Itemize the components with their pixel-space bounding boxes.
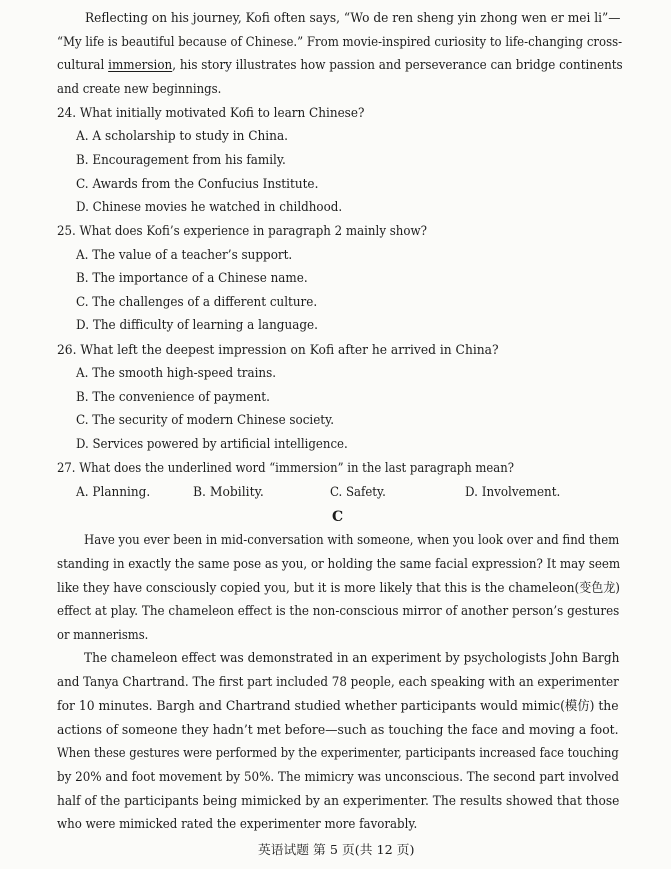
question-27-option-d: D. Involvement. <box>465 485 561 500</box>
section-c-heading: C <box>332 509 344 525</box>
question-27-stem: 27. What does the underlined word “immersion” in the last paragraph mean? <box>57 461 514 476</box>
question-25-option-d: D. The difficulty of learning a language. <box>76 318 318 333</box>
passage-c-p2-line-8: who were mimicked rated the experimenter more favorably. <box>57 817 418 832</box>
question-25-option-b: B. The importance of a Chinese name. <box>76 271 308 286</box>
question-27-option-c: C. Safety. <box>330 485 386 500</box>
passage-c-p2-line-3: for 10 minutes. Bargh and Chartrand studied whether participants would mimic(模仿) the <box>57 699 619 714</box>
passage-c-p2-line-4: actions of someone they hadn’t met before—such as touching the face and moving a foot. <box>57 723 619 738</box>
question-27-option-b: B. Mobility. <box>193 485 264 500</box>
passage-c-p2-line-1: The chameleon effect was demonstrated in an experiment by psychologists John Bargh <box>84 651 620 666</box>
question-25-option-a: A. The value of a teacher’s support. <box>76 248 293 263</box>
passage-c-p2-line-2: and Tanya Chartrand. The first part included 78 people, each speaking with an experimenter <box>57 675 619 690</box>
question-27-option-a: A. Planning. <box>76 485 151 500</box>
closing-line-3-after: , his story illustrates how passion and perseverance can bridge continents <box>172 58 623 73</box>
closing-line-4: and create new beginnings. <box>57 82 222 97</box>
passage-c-p1-line-3: like they have consciously copied you, but it is more likely that this is the chameleon(变色龙) <box>57 581 620 596</box>
question-24-stem: 24. What initially motivated Kofi to learn Chinese? <box>57 106 365 121</box>
question-25-stem: 25. What does Kofi’s experience in paragraph 2 mainly show? <box>57 224 427 239</box>
passage-c-p2-line-7: half of the participants being mimicked by an experimenter. The results showed that those <box>57 794 620 809</box>
question-25-option-c: C. The challenges of a different culture. <box>76 295 318 310</box>
closing-line-2: “My life is beautiful because of Chinese.” From movie-inspired curiosity to life-changing cross- <box>57 35 623 50</box>
question-26-option-a: A. The smooth high-speed trains. <box>76 366 277 381</box>
page-footer: 英语试题 第 5 页(共 12 页) <box>258 842 415 857</box>
passage-c-p1-line-1: Have you ever been in mid-conversation with someone, when you look over and find them <box>84 533 620 548</box>
underlined-word-immersion: immersion <box>108 58 173 73</box>
passage-c-p1-line-4: effect at play. The chameleon effect is the non-conscious mirror of another person’s gestures <box>57 604 620 619</box>
passage-c-p1-line-5: or mannerisms. <box>57 628 149 643</box>
passage-c-p2-line-6: by 20% and foot movement by 50%. The mimicry was unconscious. The second part involved <box>57 770 619 785</box>
question-26-option-c: C. The security of modern Chinese society. <box>76 413 335 428</box>
passage-c-p1-line-2: standing in exactly the same pose as you, or holding the same facial expression? It may seem <box>57 557 621 572</box>
question-24-option-d: D. Chinese movies he watched in childhood. <box>76 200 343 215</box>
closing-line-3-before: cultural <box>57 58 109 73</box>
question-26-stem: 26. What left the deepest impression on Kofi after he arrived in China? <box>57 343 499 358</box>
question-24-option-b: B. Encouragement from his family. <box>76 153 286 168</box>
passage-c-p2-line-5: When these gestures were performed by the experimenter, participants increased face touching <box>57 746 619 761</box>
question-24-option-a: A. A scholarship to study in China. <box>76 129 289 144</box>
question-24-option-c: C. Awards from the Confucius Institute. <box>76 177 319 192</box>
closing-line-3 <box>57 57 623 75</box>
question-26-option-b: B. The convenience of payment. <box>76 390 270 405</box>
question-26-option-d: D. Services powered by artificial intelligence. <box>76 437 348 452</box>
closing-line-1: Reflecting on his journey, Kofi often says, “Wo de ren sheng yin zhong wen er mei li”— <box>85 11 621 26</box>
